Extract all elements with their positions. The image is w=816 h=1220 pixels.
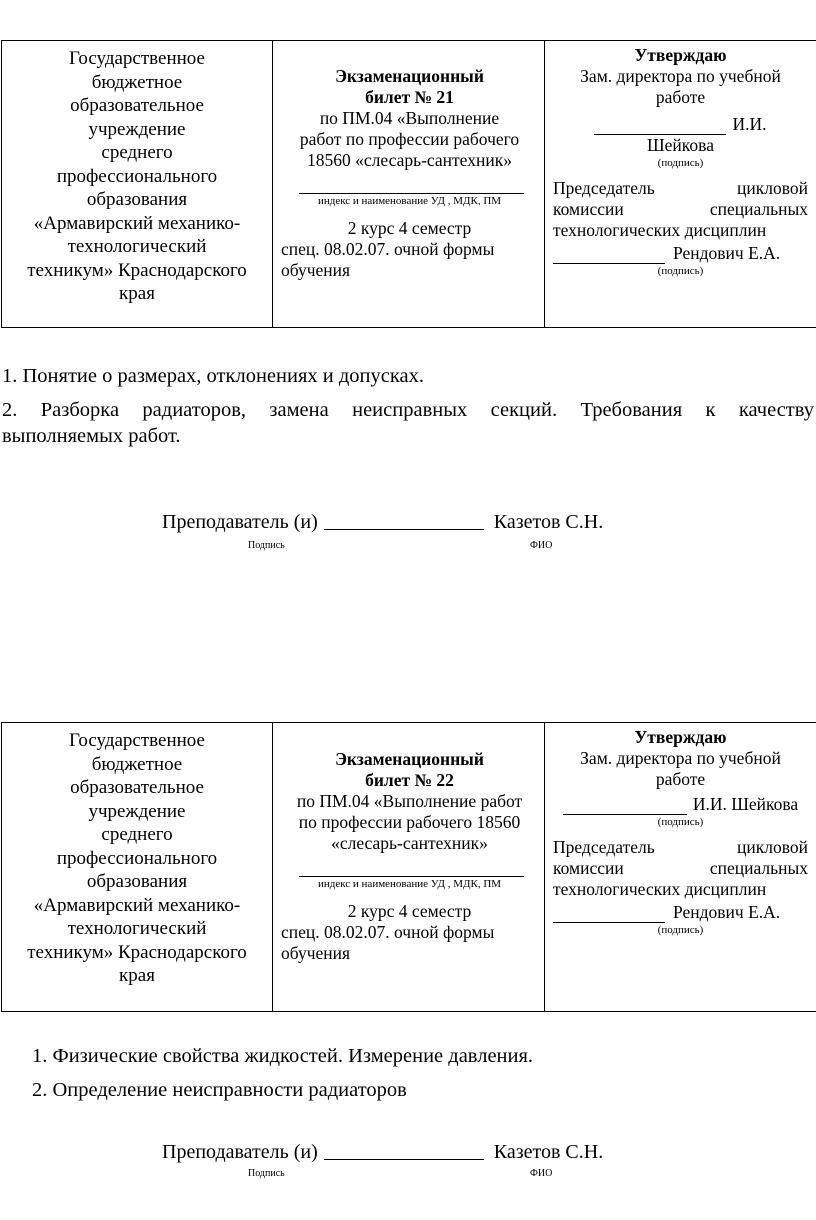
teacher-row (162, 1140, 603, 1164)
org-name (2, 723, 272, 988)
spec-line: спец. 08.02.07. очной формы (281, 239, 495, 259)
question-2-cont: выполняемых работ. (2, 425, 181, 447)
chair-line: Председатель цикловой (553, 837, 808, 857)
org-line: техникум» Краснодарского (27, 259, 247, 281)
signature-caption: (подпись) (657, 157, 704, 169)
ticket-number: билет № 21 (365, 87, 454, 107)
ticket-22-header-table (1, 722, 816, 1012)
org-line: среднего (101, 824, 173, 845)
approve-line: работе (655, 87, 706, 107)
question-2: 2. Определение неисправности радиаторов (32, 1079, 407, 1101)
ticket-title: Экзаменационный (335, 749, 484, 769)
org-line: техникум» Краснодарского (27, 941, 247, 963)
course-line: 18560 «слесарь-сантехник» (307, 150, 512, 170)
chair-signature-row (553, 902, 808, 923)
teacher-signature-line (324, 1159, 484, 1160)
ticket-info-cell (273, 723, 545, 1012)
chair-line: комиссии специальных (553, 858, 808, 878)
chair-line: технологических дисциплин (553, 220, 767, 240)
org-line: профессионального (56, 165, 218, 187)
chair-line: Председатель цикловой (553, 178, 808, 198)
org-cell (2, 41, 273, 328)
approve-line: работе (655, 769, 706, 789)
chair-line: комиссии специальных (553, 199, 808, 219)
org-line: образования (86, 871, 188, 892)
teacher-name: Казетов С.Н. (493, 1141, 604, 1163)
caption-fio: ФИО (530, 1168, 553, 1179)
chair-line: технологических дисциплин (553, 879, 767, 899)
org-line: образовательное (70, 95, 204, 116)
signature-caption: (подпись) (657, 265, 704, 277)
approve-title: Утверждаю (634, 45, 727, 65)
org-line: края (119, 283, 155, 304)
spec-line: спец. 08.02.07. очной формы (281, 922, 495, 942)
semester: 2 курс 4 семестр (347, 218, 472, 238)
index-caption: индекс и наименование УД , МДК, ПМ (317, 878, 502, 890)
deputy-name: И.И. Шейкова (692, 794, 799, 814)
course-line: «слесарь-сантехник» (331, 833, 488, 853)
org-line: «Армавирский механико- (33, 212, 241, 234)
signature-caption: (подпись) (657, 816, 704, 828)
approve-line: Зам. директора по учебной (580, 748, 781, 768)
teacher-label: Преподаватель (и) (162, 1141, 318, 1163)
deputy-signature-row (553, 794, 808, 815)
org-line: технологический (67, 918, 207, 939)
org-line: «Армавирский механико- (33, 894, 241, 916)
deputy-surname: Шейкова (647, 135, 714, 155)
org-line: края (119, 965, 155, 986)
org-line: профессионального (56, 847, 218, 869)
ticket-info-cell (273, 41, 545, 328)
course-line: работ по профессии рабочего (299, 129, 520, 149)
ticket-number: билет № 22 (365, 770, 454, 790)
teacher-signature-line (324, 529, 484, 530)
teacher-name: Казетов С.Н. (493, 511, 604, 533)
signature-line (553, 922, 665, 923)
org-line: технологический (67, 236, 207, 257)
approval-cell (545, 41, 816, 328)
course-line: по ПМ.04 «Выполнение работ (296, 791, 523, 811)
deputy-name: И.И. (732, 114, 767, 134)
org-cell (2, 723, 273, 1012)
course-line: по ПМ.04 «Выполнение (319, 108, 500, 128)
spec-line: обучения (281, 260, 351, 280)
course-line: по профессии рабочего 18560 (298, 812, 521, 832)
question-1: 1. Понятие о размерах, отклонениях и допусках. (2, 365, 424, 387)
chair-signature-row (553, 243, 808, 264)
deputy-signature-row (553, 114, 808, 135)
org-line: учреждение (88, 800, 186, 822)
org-line: бюджетное (91, 753, 183, 775)
chair-name: Рендович Е.А. (673, 243, 781, 263)
org-line: Государственное (69, 730, 205, 751)
signature-line (553, 263, 665, 264)
caption-sign: Подпись (248, 1168, 285, 1179)
teacher-label: Преподаватель (и) (162, 511, 318, 533)
question-2: 2. Разборка радиаторов, замена неисправных секций. Требования к качеству (2, 399, 814, 421)
signature-caption: (подпись) (657, 924, 704, 936)
org-line: образования (86, 189, 188, 210)
semester: 2 курс 4 семестр (347, 901, 472, 921)
question-1: 1. Физические свойства жидкостей. Измерение давления. (32, 1045, 534, 1067)
ticket-title: Экзаменационный (335, 66, 484, 86)
teacher-row (162, 510, 603, 534)
org-line: бюджетное (91, 71, 183, 93)
spec-line: обучения (281, 943, 351, 963)
caption-fio: ФИО (530, 540, 553, 551)
approval-cell (545, 723, 816, 1012)
caption-sign: Подпись (248, 540, 285, 551)
ticket-21-header-table (1, 40, 816, 328)
org-name (2, 41, 272, 306)
org-line: Государственное (69, 48, 205, 69)
approve-title: Утверждаю (634, 727, 727, 747)
org-line: учреждение (88, 118, 186, 140)
org-line: среднего (101, 142, 173, 163)
chair-name: Рендович Е.А. (673, 902, 781, 922)
org-line: образовательное (70, 777, 204, 798)
index-caption: индекс и наименование УД , МДК, ПМ (317, 195, 502, 207)
approve-line: Зам. директора по учебной (580, 66, 781, 86)
